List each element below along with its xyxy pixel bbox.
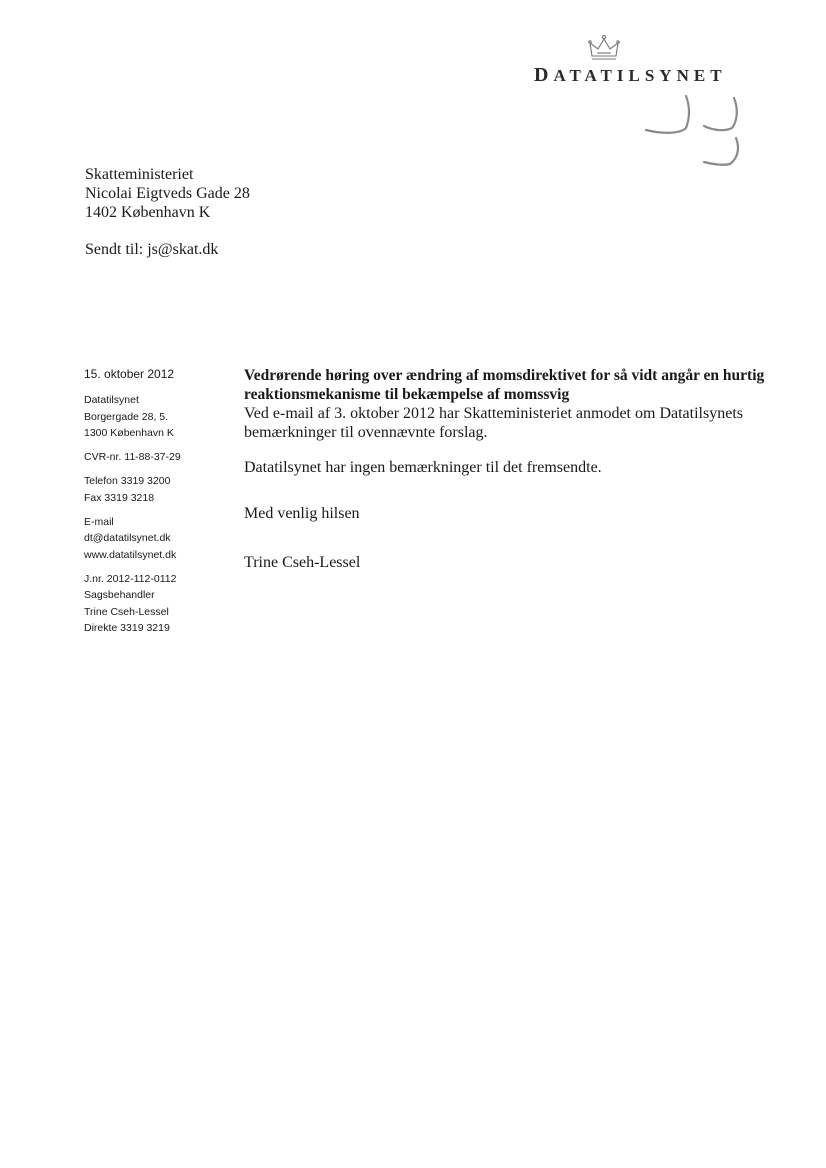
- sender-sidebar: [84, 366, 234, 644]
- body-paragraph-1: Ved e-mail af 3. oktober 2012 har Skatteministeriet anmodet om Datatilsynets bemærkninger til ovennævnte forslag.: [244, 405, 743, 441]
- signature-name: Trine Cseh-Lessel: [244, 554, 361, 571]
- contact-block: [84, 514, 234, 563]
- website: www.datatilsynet.dk: [84, 548, 177, 561]
- cvr-block: [84, 449, 234, 465]
- sender-city: 1300 København K: [84, 426, 174, 439]
- email-label: E-mail: [84, 516, 114, 529]
- fax: Fax 3319 3218: [84, 491, 155, 504]
- sender-street: Borgergade 28, 5.: [84, 410, 169, 423]
- recipient-city: 1402 København K: [85, 204, 211, 221]
- letter-date: 15. oktober 2012: [84, 367, 175, 381]
- letter-body: [244, 366, 784, 572]
- email-address: dt@datatilsynet.dk: [84, 532, 171, 545]
- cvr-number: CVR-nr. 11-88-37-29: [84, 451, 181, 464]
- sender-address: [84, 392, 234, 441]
- recipient-address: [85, 165, 250, 222]
- brand-wordmark: DATATILSYNET: [534, 64, 727, 86]
- phone-block: [84, 473, 234, 506]
- handwritten-mark: [638, 92, 758, 182]
- case-handler-label: Sagsbehandler: [84, 589, 155, 602]
- direct-phone: Direkte 3319 3219: [84, 621, 170, 634]
- case-number: J.nr. 2012-112-0112: [84, 572, 177, 585]
- case-handler-name: Trine Cseh-Lessel: [84, 605, 169, 618]
- recipient-street: Nicolai Eigtveds Gade 28: [85, 185, 250, 202]
- sent-to-line: Sendt til: js@skat.dk: [85, 241, 219, 258]
- sender-name: Datatilsynet: [84, 394, 139, 407]
- crown-icon: [588, 34, 620, 62]
- closing: Med venlig hilsen: [244, 505, 360, 522]
- subject-heading: Vedrørende høring over ændring af momsdirektivet for så vidt angår en hurtig reaktionsmekanisme til bekæmpelse af momssvig: [244, 367, 765, 403]
- case-block: [84, 571, 234, 636]
- recipient-name: Skatteministeriet: [85, 166, 194, 183]
- telephone: Telefon 3319 3200: [84, 475, 171, 488]
- body-paragraph-2: Datatilsynet har ingen bemærkninger til det fremsendte.: [244, 459, 602, 476]
